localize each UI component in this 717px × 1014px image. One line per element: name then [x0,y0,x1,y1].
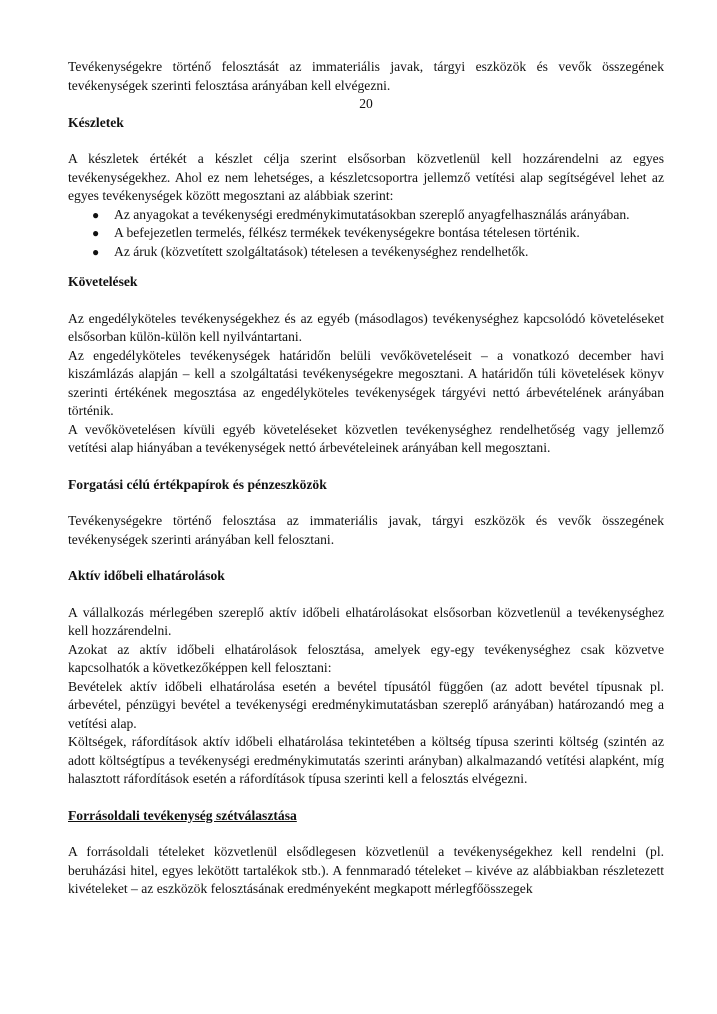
list-item: ● Az anyagokat a tevékenységi eredménykimutatásokban szereplő anyagfelhasználás arányában. [68,206,664,225]
heading-keszletek: Készletek [68,114,124,130]
heading-forrasoldali: Forrásoldali tevékenység szétválasztása [68,807,297,823]
forrasoldali-paragraph: A forrásoldali tételeket közvetlenül elsődlegesen közvetlenül a tevékenységekhez kell rendelni (pl. beruházási hitel, egyes lekötött tartalékok stb.). A fennmaradó tételeket – kivéve az alábbiakban részletezett kivételeket – az eszközök felosztásának eredményeként megkapott mérlegfőösszegek [68,844,664,896]
keszletek-bullet-list [68,206,664,262]
list-item: ● Az áruk (közvetített szolgáltatások) tételesen a tevékenységhez rendelhetők. [68,243,664,262]
document-page [68,58,664,899]
aktiv-paragraph-1: A vállalkozás mérlegében szereplő aktív időbeli elhatárolásokat elsősorban közvetlenül a tevékenységhez kell hozzárendelni. [68,604,664,638]
bullet-icon: ● [92,226,100,240]
heading-forgatasi: Forgatási célú értékpapírok és pénzeszközök [68,476,327,492]
heading-kovetelesek: Követelések [68,274,138,289]
kovetelesek-paragraph-2: Az engedélyköteles tevékenységek határidőn belüli vevőköveteléseit – a vonatkozó december havi kiszámlázás alapján – kell a szolgáltatási tevékenységekre megosztani. A határidőn túli követelések könyv szerinti értékének megosztása az engedélyköteles tevékenységek tárgyévi nettó árbevételének arányában történik. [68,347,664,418]
intro-paragraph: Tevékenységekre történő felosztását az immateriális javak, tárgyi eszközök és vevők összegének tevékenységek szerinti felosztása arányában kell elvégezni. [68,59,664,93]
page-number: 20 [359,96,373,111]
aktiv-paragraph-4: Költségek, ráfordítások aktív időbeli elhatárolása tekintetében a költség típusa szerinti költség (szintén az adott költségtípus a tevékenységi eredménykimutatás szerinti arányban) alkalmazandó vetítési alapként, míg halasztott ráfordítások esetén a ráfordítások típusa szerinti kell a felosztás elvégezni. [68,734,664,786]
list-item: ● A befejezetlen termelés, félkész termékek tevékenységekre bontása tételesen történik. [68,224,664,243]
aktiv-paragraph-3: Bevételek aktív időbeli elhatárolása esetén a bevétel típusától függően (az adott bevétel típusnak pl. árbevétel, pénzügyi bevétel a tevékenységi eredménykimutatásban szereplő arányában) határozandó meg a vetítési alap. [68,678,664,731]
bullet-icon: ● [92,244,100,259]
heading-aktiv-idobeli: Aktív időbeli elhatárolások [68,568,225,583]
kovetelesek-paragraph-3: A vevőkövetelésen kívüli egyéb követeléseket közvetlen tevékenységhez rendelhetőség vagy jellemző vetítési alap hiányában a tevékenységek nettó árbevételeinek arányában kell megosztani. [68,421,664,455]
kovetelesek-paragraph-1: Az engedélyköteles tevékenységekhez és az egyéb (másodlagos) tevékenységhez kapcsolódó követeléseket elsősorban külön-külön kell nyilvántartani. [68,310,664,344]
forgatasi-paragraph: Tevékenységekre történő felosztása az immateriális javak, tárgyi eszközök és vevők összegének tevékenységek szerinti arányában kell felosztani. [68,513,664,547]
keszletek-paragraph: A készletek értékét a készlet célja szerint elsősorban közvetlenül kell hozzárendelni az egyes tevékenységekhez. Ahol ez nem lehetséges, a készletcsoportra jellemző vetítési alap segítségével lehet az egyes tevékenységek között megosztani az alábbiak szerint: [68,151,664,203]
aktiv-paragraph-2: Azokat az aktív időbeli elhatárolások felosztása, amelyek egy-egy tevékenységhez csak közvetve kapcsolhatók a következőképpen kell felosztani: [68,641,664,675]
bullet-icon: ● [92,207,100,222]
